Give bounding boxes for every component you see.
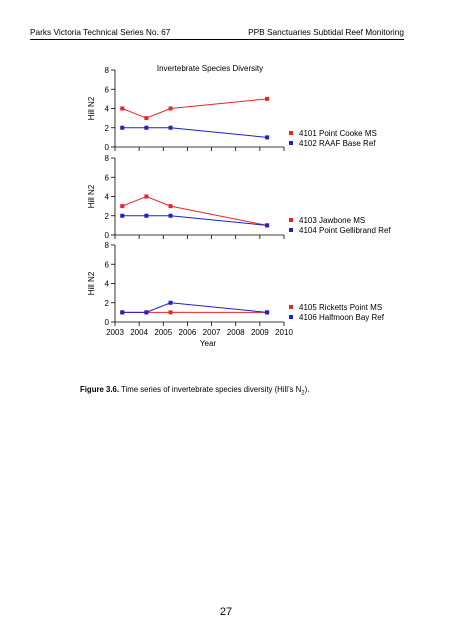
- data-point: [120, 214, 124, 218]
- y-tick-label: 2: [104, 211, 109, 221]
- data-point: [265, 97, 269, 101]
- data-point: [265, 135, 269, 139]
- series-line: [122, 197, 267, 226]
- caption-text-end: ).: [304, 385, 310, 394]
- y-tick-label: 8: [104, 241, 109, 250]
- running-header-right: PPB Sanctuaries Subtidal Reef Monitoring: [248, 27, 404, 37]
- data-point: [169, 301, 173, 305]
- y-tick-label: 4: [104, 192, 109, 202]
- caption-subscript: 2: [301, 390, 305, 397]
- data-point: [120, 126, 124, 130]
- data-point: [144, 116, 148, 120]
- y-tick-label: 0: [104, 143, 109, 152]
- legend-marker: [289, 305, 293, 309]
- legend-marker: [289, 141, 293, 145]
- figure-label: Figure 3.6.: [80, 385, 119, 394]
- data-point: [144, 310, 148, 314]
- running-header-left: Parks Victoria Technical Series No. 67: [30, 27, 171, 37]
- legend-marker: [289, 218, 293, 222]
- x-tick-label: 2010: [275, 328, 293, 337]
- data-point: [120, 204, 124, 208]
- data-point: [144, 214, 148, 218]
- legend-label: 4101 Point Cooke MS: [299, 129, 377, 138]
- y-tick-label: 6: [104, 260, 109, 270]
- series-line: [122, 128, 267, 138]
- caption-text: Time series of invertebrate species diversity (Hill’s N: [119, 385, 302, 394]
- y-axis-label: Hill N2: [87, 96, 96, 121]
- data-point: [144, 126, 148, 130]
- y-tick-label: 8: [104, 154, 109, 163]
- data-point: [120, 107, 124, 111]
- x-axis-label: Year: [199, 339, 217, 348]
- legend-marker: [289, 315, 293, 319]
- data-point: [265, 310, 269, 314]
- x-tick-label: 2008: [226, 328, 245, 337]
- x-tick-label: 2009: [250, 328, 269, 337]
- data-point: [169, 214, 173, 218]
- legend-marker: [289, 228, 293, 232]
- series-line: [122, 99, 267, 118]
- legend-label: 4106 Halfmoon Bay Ref: [299, 313, 384, 322]
- data-point: [169, 107, 173, 111]
- data-point: [120, 310, 124, 314]
- x-tick-label: 2006: [178, 328, 197, 337]
- y-tick-label: 4: [104, 279, 109, 289]
- x-tick-label: 2004: [130, 328, 149, 337]
- y-axis-label: Hill N2: [87, 184, 96, 209]
- data-point: [265, 223, 269, 227]
- chart-title: Invertebrate Species Diversity: [156, 64, 264, 73]
- series-line: [122, 303, 267, 313]
- data-point: [169, 310, 173, 314]
- y-tick-label: 0: [104, 231, 109, 240]
- y-tick-label: 8: [104, 66, 109, 75]
- legend-marker: [289, 131, 293, 135]
- data-point: [169, 204, 173, 208]
- y-tick-label: 2: [104, 123, 109, 133]
- x-tick-label: 2003: [106, 328, 124, 337]
- legend-label: 4102 RAAF Base Ref: [299, 139, 376, 148]
- legend-label: 4104 Point Gellibrand Ref: [299, 226, 391, 235]
- legend-label: 4105 Ricketts Point MS: [299, 303, 383, 312]
- y-tick-label: 6: [104, 173, 109, 183]
- y-tick-label: 6: [104, 85, 109, 95]
- x-tick-label: 2005: [154, 328, 173, 337]
- x-tick-label: 2007: [202, 328, 221, 337]
- y-axis-label: Hill N2: [87, 271, 96, 296]
- data-point: [144, 195, 148, 199]
- data-point: [169, 126, 173, 130]
- y-tick-label: 0: [104, 318, 109, 327]
- y-tick-label: 2: [104, 298, 109, 308]
- legend-label: 4103 Jawbone MS: [299, 216, 366, 225]
- page-number: 27: [219, 606, 233, 618]
- y-tick-label: 4: [104, 104, 109, 114]
- figure-caption: [80, 385, 309, 397]
